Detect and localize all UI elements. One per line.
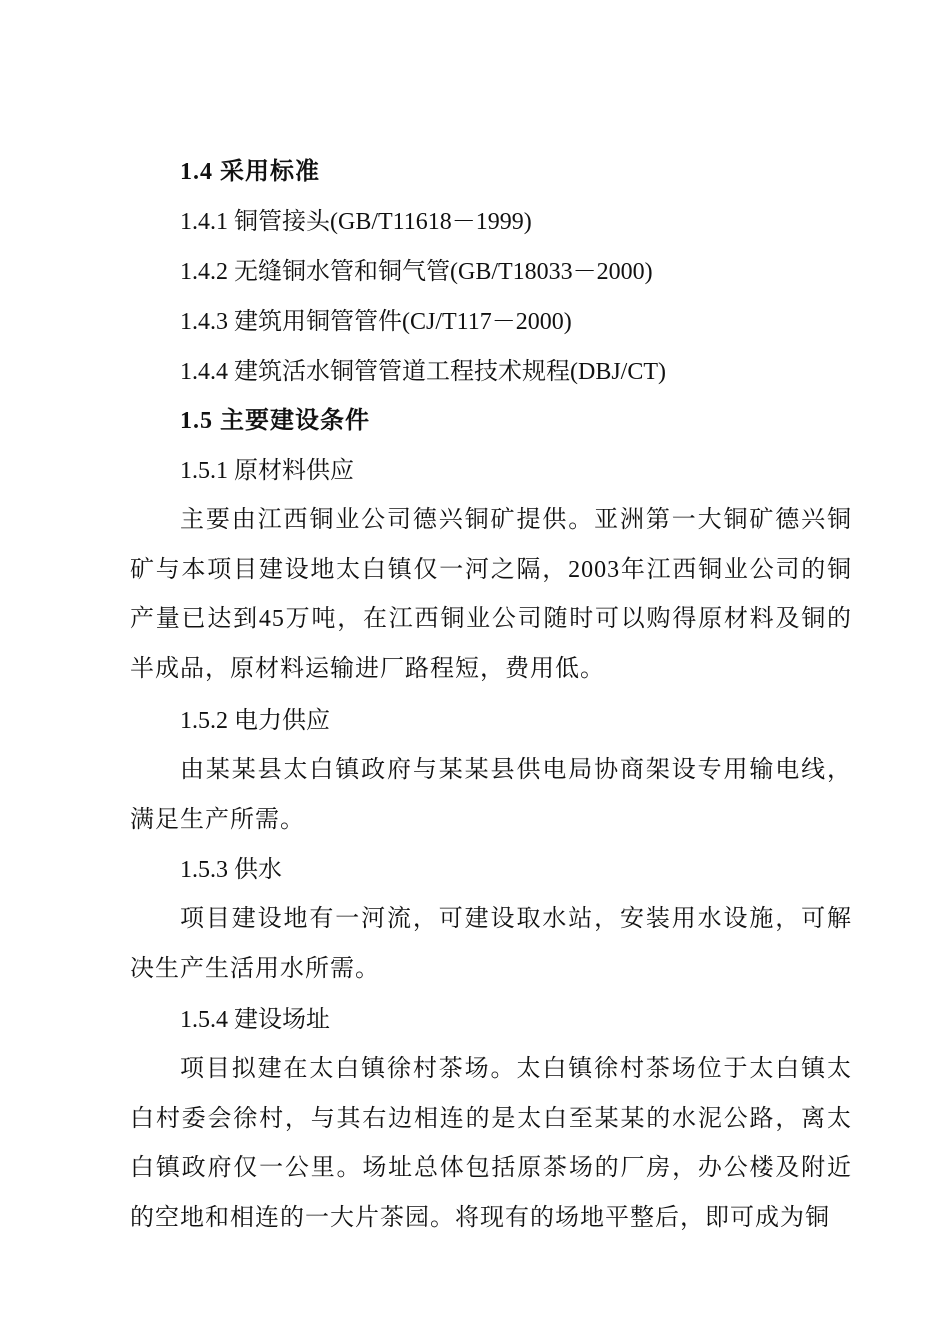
paragraph-raw-materials: 主要由江西铜业公司德兴铜矿提供。亚洲第一大铜矿德兴铜矿与本项目建设地太白镇仅一河之隔，2003年江西铜业公司的铜产量已达到45万吨，在江西铜业公司随时可以购得原材料及铜的半成品，原材料运输进厂路程短，费用低。 — [130, 507, 852, 682]
paragraph-water-supply: 项目建设地有一河流，可建设取水站，安装用水设施，可解决生产生活用水所需。 — [130, 906, 852, 982]
paragraph-site-location: 项目拟建在太白镇徐村茶场。太白镇徐村茶场位于太白镇太白村委会徐村，与其右边相连的是太白至某某的水泥公路，离太白镇政府仅一公里。场址总体包括原茶场的厂房，办公楼及附近的空地和相连的一大片茶园。将现有的场地平整后，即可成为铜 — [130, 1056, 852, 1231]
standard-item-4: 1.4.4 建筑活水铜管管道工程技术规程(DBJ/CT) — [180, 359, 666, 385]
paragraph-power-supply: 由某某县太白镇政府与某某县供电局协商架设专用输电线，满足生产所需。 — [130, 757, 852, 833]
subsection-title-1-5-4: 1.5.4 建设场址 — [180, 1007, 330, 1033]
subsection-title-1-5-1: 1.5.1 原材料供应 — [180, 458, 354, 484]
section-heading-1-4: 1.4 采用标准 — [180, 159, 320, 185]
subsection-title-1-5-3: 1.5.3 供水 — [180, 857, 282, 883]
standard-item-1: 1.4.1 铜管接头(GB/T11618－1999) — [180, 209, 532, 235]
subsection-title-1-5-2: 1.5.2 电力供应 — [180, 708, 330, 734]
standard-item-2: 1.4.2 无缝铜水管和铜气管(GB/T18033－2000) — [180, 259, 653, 285]
section-heading-1-5: 1.5 主要建设条件 — [180, 408, 370, 434]
standard-item-3: 1.4.3 建筑用铜管管件(CJ/T117－2000) — [180, 309, 572, 335]
